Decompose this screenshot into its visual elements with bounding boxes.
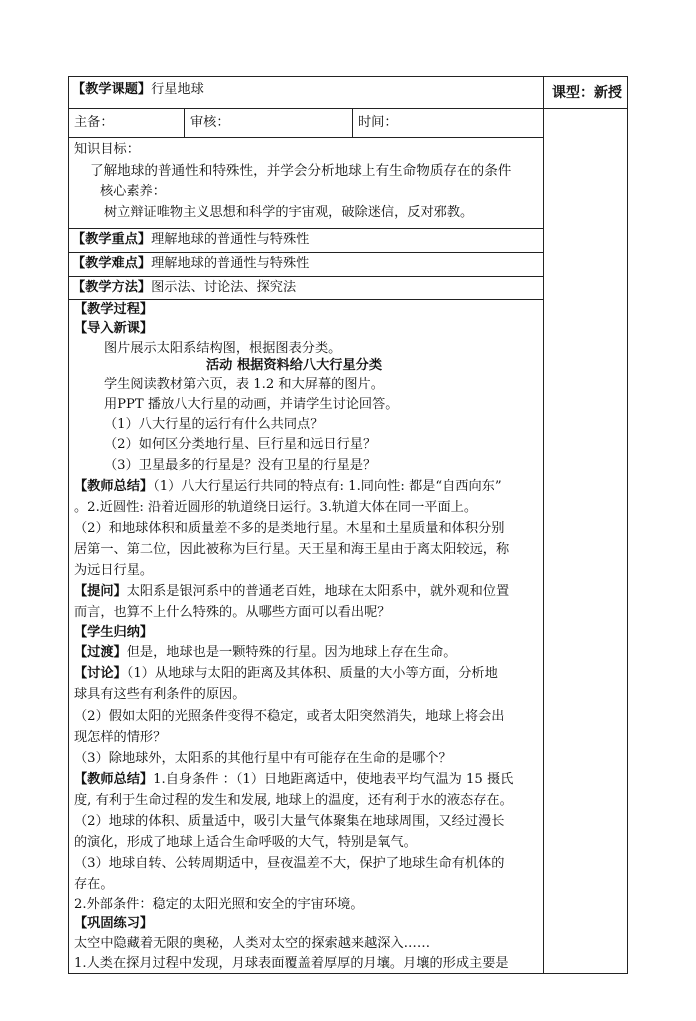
discuss-label: 【讨论】 <box>74 666 127 681</box>
summary2-line-5: （3）地球自转、公转周期适中，昼夜温差不大，保护了地球生命有机体的 <box>74 856 505 871</box>
summary1-line-5: 为远日行星。 <box>74 563 154 578</box>
row-line-1 <box>543 108 628 109</box>
discuss-line-5: （3）除地球外，太阳系的其他行星中有可能存在生命的是哪个？ <box>74 751 452 766</box>
meta-divider-1 <box>184 108 185 137</box>
summary1-label: 【教师总结】 <box>74 479 154 494</box>
lesson-type: 课型：新授 <box>552 85 622 101</box>
question-line-1 <box>74 581 509 603</box>
time-label: 时间： <box>358 115 398 130</box>
summary1-line-4: 居第一、第二位，因此被称为巨行星。天王星和海王星由于离太阳较远，称 <box>74 542 510 557</box>
summary2-line-4: 的演化，形成了地球上适合生命呼吸的大气，特别是氧气。 <box>74 835 417 850</box>
transition-label: 【过渡】 <box>74 645 127 660</box>
knowledge-text: 了解地球的普通性和特殊性，并学会分析地球上有生命物质存在的条件 <box>90 163 512 179</box>
row-line-1b <box>68 108 543 109</box>
discuss-text-1: （1）从地球与太阳的距离及其体积、质量的大小等方面，分析地 <box>126 666 498 681</box>
method-label: 【教学方法】 <box>72 280 152 295</box>
preparer-label: 主备： <box>74 115 114 130</box>
divider-main <box>543 76 544 974</box>
summary2-text-1: 1.自身条件 ：（1）日地距离适中，使地表平均气温为 15 摄氏 <box>153 772 514 787</box>
difficulty-row <box>72 253 309 275</box>
transition-text: 但是，地球也是一颗特殊的行星。因为地球上存在生命。 <box>126 645 457 660</box>
discuss-line-1 <box>74 663 498 685</box>
topic-value: 行星地球 <box>151 82 204 97</box>
question-3: （3）卫星最多的行星是？没有卫星的行星是？ <box>104 458 377 473</box>
summary2-line-7: 2.外部条件：稳定的太阳光照和安全的宇宙环境。 <box>74 897 364 912</box>
topic-label: 【教学课题】 <box>72 82 152 97</box>
meta-divider-2 <box>352 108 353 137</box>
question-line-2: 而言，也算不上什么特殊的。从哪些方面可以看出呢？ <box>74 605 391 620</box>
row-line-2 <box>68 137 543 138</box>
reviewer-label: 审核： <box>190 115 230 130</box>
practice-line-2: 1.人类在探月过程中发现，月球表面覆盖着厚厚的月壤。月壤的形成主要是 <box>74 956 509 971</box>
literacy-text: 树立辩证唯物主义思想和科学的宇宙观，破除迷信，反对邪教。 <box>104 205 474 220</box>
discuss-line-4: 现怎样的情形？ <box>74 730 167 745</box>
summary2-line-3: （2）地球的体积、质量适中，吸引大量气体聚集在地球周围，又经过漫长 <box>74 814 505 829</box>
discuss-line-2: 球具有这些有利条件的原因。 <box>74 687 246 702</box>
method-row <box>72 277 296 299</box>
method-text: 图示法、讨论法、探究法 <box>151 280 297 295</box>
key-point-row <box>72 229 309 251</box>
summary1-line-1 <box>74 476 502 498</box>
read-text: 学生阅读教材第六页，表 1.2 和大屏幕的图片。 <box>104 377 384 392</box>
summary1-line-3: （2）和地球体积和质量差不多的是类地行星。木星和土星质量和体积分别 <box>74 521 505 536</box>
topic-row <box>72 79 204 101</box>
ppt-text: 用PPT 播放八大行星的动画，并请学生讨论回答。 <box>104 397 399 412</box>
summary1-text-1: （1）八大行星运行共同的特点有: 1.同向性: 都是“自西向东” <box>153 479 502 494</box>
practice-line-1: 太空中隐藏着无限的奥秘，人类对太空的探索越来越深入…… <box>74 936 431 951</box>
summary2-line-1 <box>74 769 513 791</box>
activity-title: 活动 根据资料给八大行星分类 <box>206 358 383 373</box>
process-label: 【教学过程】 <box>74 302 154 317</box>
summary2-label: 【教师总结】 <box>74 772 154 787</box>
difficulty-label: 【教学难点】 <box>72 256 152 271</box>
knowledge-label: 知识目标： <box>74 142 140 157</box>
question-2: （2）如何区分类地行星、巨行星和远日行星？ <box>104 437 377 452</box>
summary2-line-2: 度, 有利于生命过程的发生和发展, 地球上的温度，还有利于水的液态存在。 <box>74 793 513 808</box>
difficulty-text: 理解地球的普通性与特殊性 <box>151 256 310 271</box>
key-point-text: 理解地球的普通性与特殊性 <box>151 232 310 247</box>
transition-line <box>74 642 456 664</box>
literacy-label: 核心素养： <box>100 184 166 199</box>
discuss-line-3: （2）假如太阳的光照条件变得不稳定，或者太阳突然消失，地球上将会出 <box>74 709 505 724</box>
question-label: 【提问】 <box>74 584 127 599</box>
intro-label: 【导入新课】 <box>74 321 154 336</box>
key-point-label: 【教学重点】 <box>72 232 152 247</box>
summary1-line-2: 。2.近圆性: 沿着近圆形的轨道绕日运行。3.轨道大体在同一平面上。 <box>74 500 478 515</box>
question-text-1: 太阳系是银河系中的普通老百姓，地球在太阳系中，就外观和位置 <box>126 584 510 599</box>
student-label: 【学生归纳】 <box>74 625 154 640</box>
summary2-line-6: 存在。 <box>74 877 114 892</box>
practice-label: 【巩固练习】 <box>74 916 154 931</box>
intro-text: 图片展示太阳系结构图，根据图表分类。 <box>104 341 342 356</box>
question-1: （1）八大行星的运行有什么共同点？ <box>104 417 324 432</box>
